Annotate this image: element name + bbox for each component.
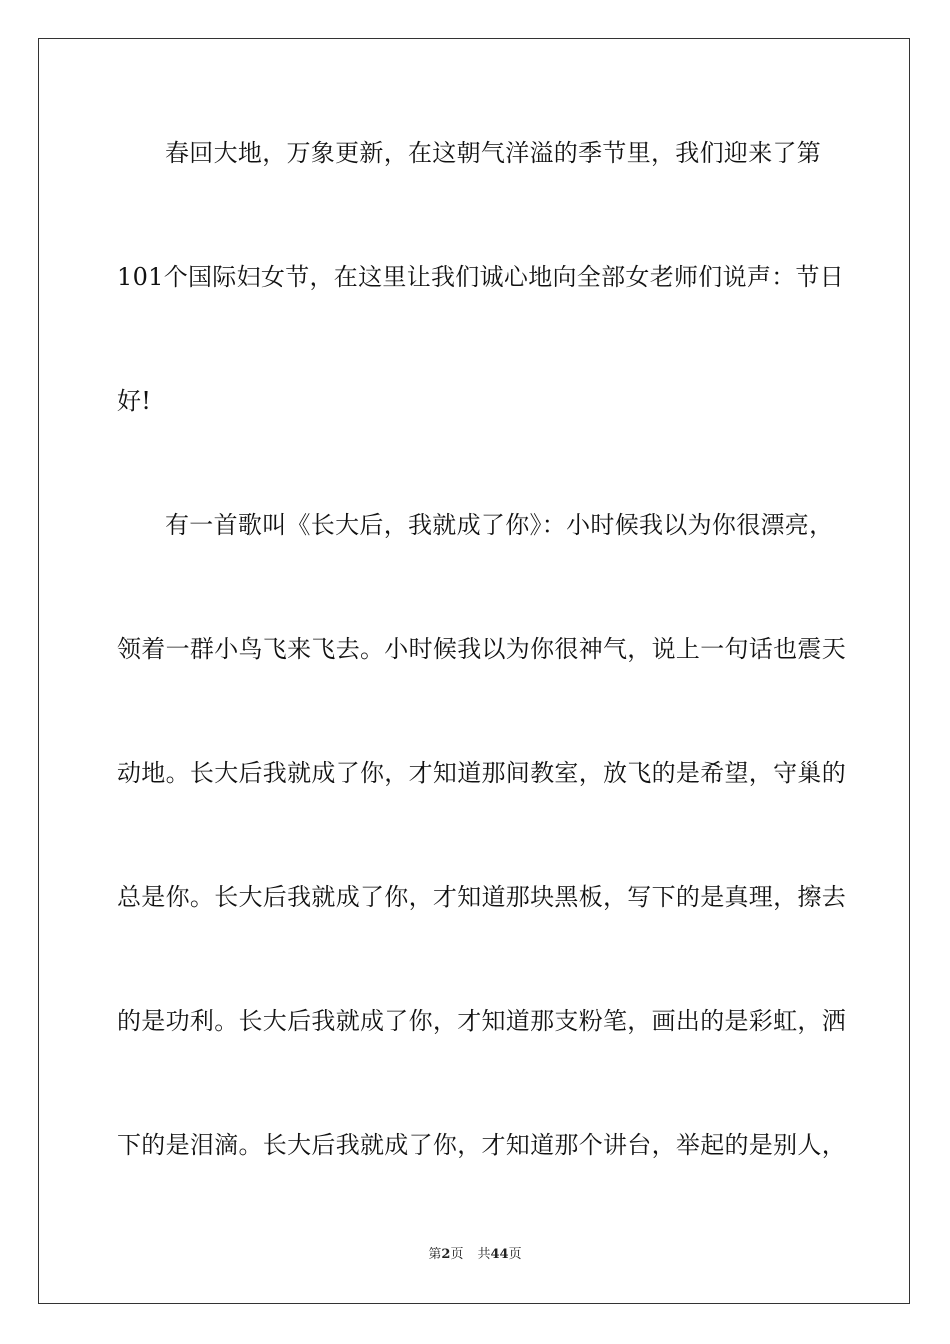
total-pages: 44 [490,1247,509,1262]
total-suffix: 页 [508,1247,522,1262]
text-line: 101个国际妇女节，在这里让我们诚心地向全部女老师们说声：节日 [117,263,845,291]
text-line: 下的是泪滴。长大后我就成了你，才知道那个讲台，举起的是别人， [117,1131,846,1159]
total-prefix: 共 [477,1247,491,1262]
text-line: 的是功利。长大后我就成了你，才知道那支粉笔，画出的是彩虹，洒 [117,1007,846,1035]
text-line: 有一首歌叫《长大后，我就成了你》：小时候我以为你很漂亮， [165,511,834,539]
page-border [38,38,910,1304]
page-footer [0,1246,950,1264]
text-line: 动地。长大后我就成了你，才知道那间教室，放飞的是希望，守巢的 [117,759,846,787]
page-number: 2 [441,1247,451,1262]
page-suffix: 页 [450,1247,464,1262]
text-line: 春回大地，万象更新，在这朝气洋溢的季节里，我们迎来了第 [165,139,822,167]
text-line: 领着一群小鸟飞来飞去。小时候我以为你很神气，说上一句话也震天 [117,635,846,663]
page-prefix: 第 [428,1247,442,1262]
text-line: 好! [117,387,152,415]
text-line: 总是你。长大后我就成了你，才知道那块黑板，写下的是真理，擦去 [117,883,846,911]
